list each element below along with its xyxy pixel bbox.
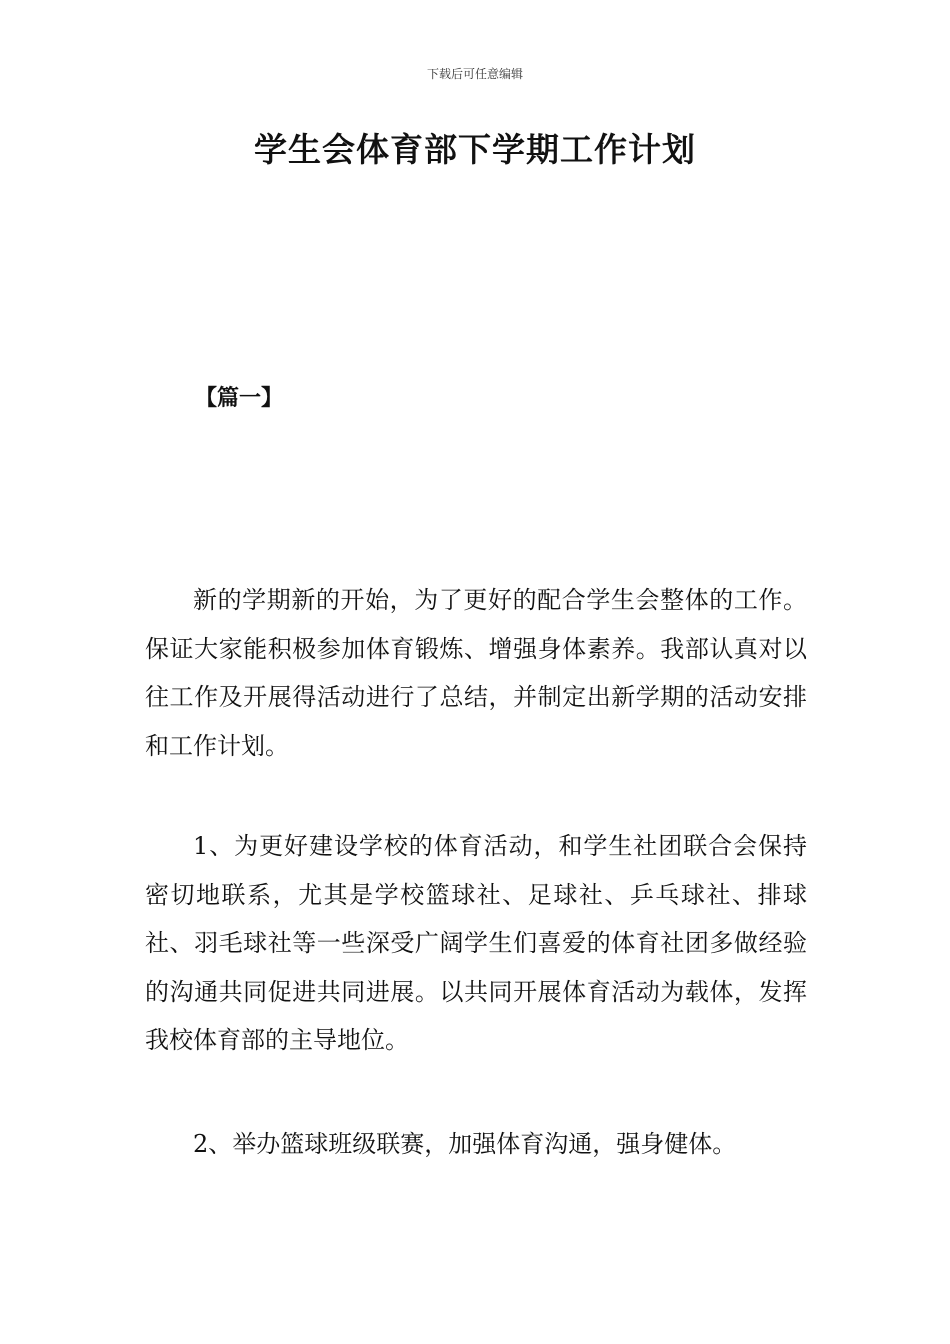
document-title: 学生会体育部下学期工作计划 (254, 130, 696, 169)
paragraph-item-1: 1、为更好建设学校的体育活动，和学生社团联合会保持密切地联系，尤其是学校篮球社、足球社、乒乓球社、排球社、羽毛球社等一些深受广阔学生们喜爱的体育社团多做经验的沟通共同促进共同进展。以共同开展体育活动为载体，发挥我校体育部的主导地位。 (145, 832, 807, 1054)
header-note: 下载后可任意编辑 (426, 67, 523, 81)
paragraph-item-2: 2、举办篮球班级联赛，加强体育沟通，强身健体。 (193, 1130, 737, 1158)
paragraph-intro: 新的学期新的开始，为了更好的配合学生会整体的工作。保证大家能积极参加体育锻炼、增强身体素养。我部认真对以往工作及开展得活动进行了总结，并制定出新学期的活动安排和工作计划。 (145, 586, 807, 760)
section-label: 【篇一】 (195, 385, 284, 411)
